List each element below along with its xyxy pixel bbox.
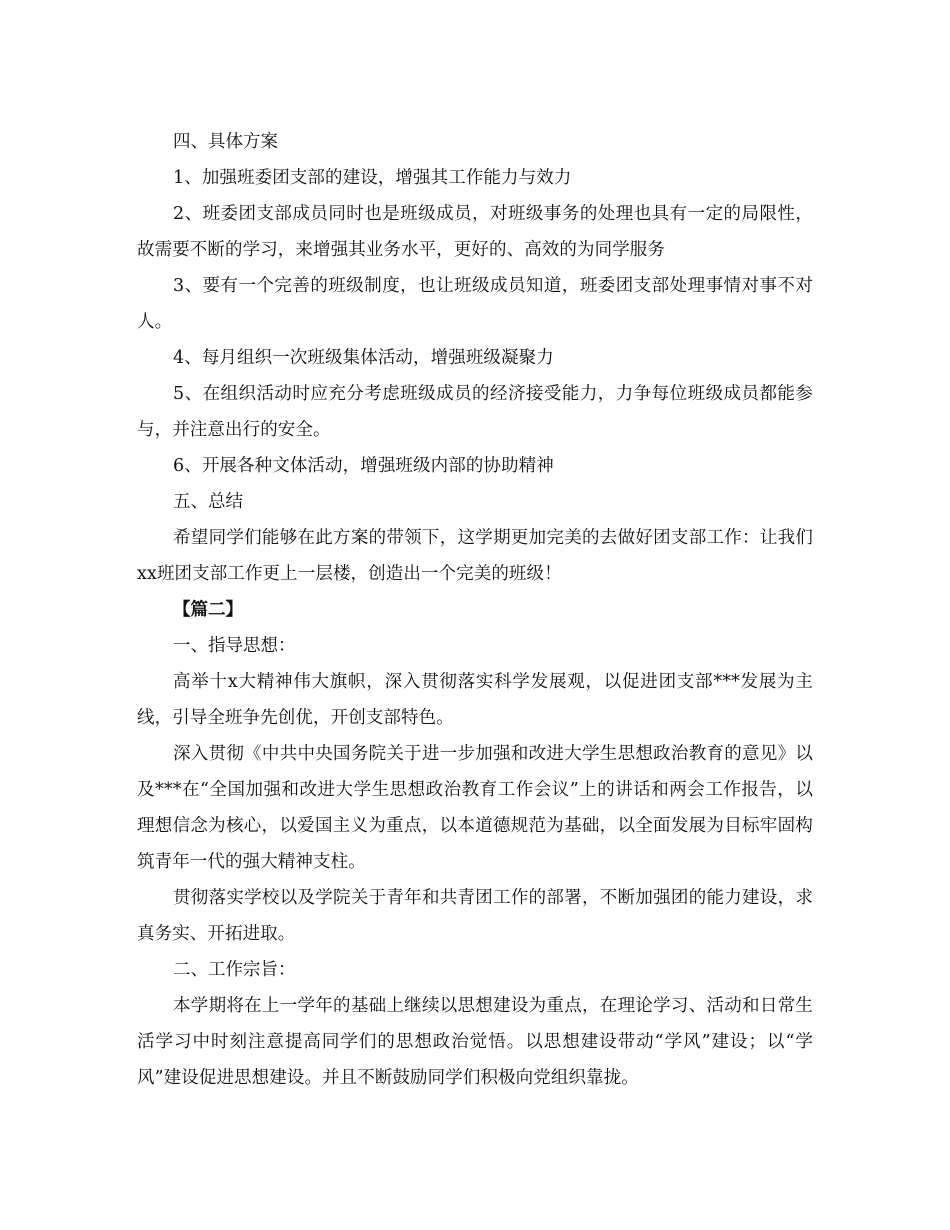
summary-paragraph: 希望同学们能够在此方案的带领下，这学期更加完美的去做好团支部工作：让我们xx班团支部工作更上一层楼，创造出一个完美的班级！ [137,528,813,584]
plan-item-1: 1、加强班委团支部的建设，增强其工作能力与效力 [173,168,572,188]
plan-item-4: 4、每月组织一次班级集体活动，增强班级凝聚力 [173,348,554,368]
plan-item-6: 6、开展各种文体活动，增强班级内部的协助精神 [173,456,554,476]
guiding-thought-paragraph-3: 贯彻落实学校以及学院关于青年和共青团工作的部署，不断加强团的能力建设，求真务实、开拓进取。 [137,888,813,944]
guiding-thought-paragraph-1: 高举十x大精神伟大旗帜，深入贯彻落实科学发展观，以促进团支部***发展为主线，引导全班争先创优，开创支部特色。 [137,672,813,728]
plan-item-3: 3、要有一个完善的班级制度，也让班级成员知道，班委团支部处理事情对事不对人。 [137,276,813,332]
section-heading-summary: 五、总结 [173,492,243,512]
guiding-thought-paragraph-2: 深入贯彻《中共中央国务院关于进一步加强和改进大学生思想政治教育的意见》以及***在“全国加强和改进大学生思想政治教育工作会议”上的讲话和两会工作报告，以理想信念为核心，以爱国主义为重点，以本道德规范为基础，以全面发展为目标牢固构筑青年一代的强大精神支柱。 [137,744,813,872]
section-heading-plan: 四、具体方案 [173,132,278,152]
plan-item-5: 5、在组织活动时应充分考虑班级成员的经济接受能力，力争每位班级成员都能参与，并注意出行的安全。 [137,384,813,440]
document-page [137,124,813,1096]
purpose-paragraph: 本学期将在上一学年的基础上继续以思想建设为重点，在理论学习、活动和日常生活学习中时刻注意提高同学们的思想政治觉悟。以思想建设带动“学风”建设；以“学风”建设促进思想建设。并且不断鼓励同学们积极向党组织靠拢。 [137,996,813,1088]
section-heading-guiding-thought: 一、指导思想： [173,636,296,656]
part-two-heading: 【篇二】 [173,600,243,620]
plan-item-2: 2、班委团支部成员同时也是班级成员，对班级事务的处理也具有一定的局限性，故需要不断的学习，来增强其业务水平，更好的、高效的为同学服务 [137,204,813,260]
section-heading-purpose: 二、工作宗旨： [173,960,296,980]
